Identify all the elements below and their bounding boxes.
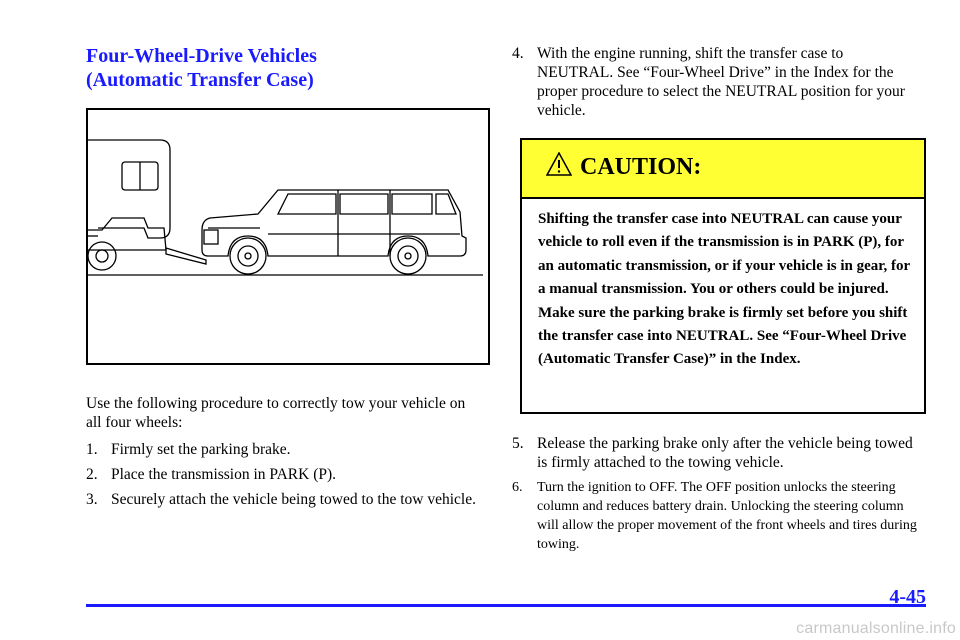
section-heading-line-2: (Automatic Transfer Case) <box>86 69 314 91</box>
intro-paragraph: Use the following procedure to correctly tow your vehicle on all four wheels: <box>86 395 466 431</box>
step-text: Release the parking brake only after the vehicle being towed is firmly attached to the towing vehicle. <box>537 435 913 471</box>
section-heading-line-1: Four-Wheel-Drive Vehicles <box>86 45 317 67</box>
list-item <box>86 490 486 509</box>
page-number: 4-45 <box>889 586 926 608</box>
towing-illustration <box>86 108 490 365</box>
list-item <box>512 44 922 120</box>
list-item <box>86 440 486 459</box>
watermark-text: carmanualsonline.info <box>796 620 956 637</box>
caution-header <box>522 140 924 199</box>
warning-triangle-icon <box>546 152 572 176</box>
step-text: Securely attach the vehicle being towed to the tow vehicle. <box>111 491 476 508</box>
step-number: 1. <box>86 441 98 458</box>
tow-vehicle-drawing <box>88 140 170 270</box>
steps-list-right <box>512 434 926 560</box>
step-text: Firmly set the parking brake. <box>111 441 291 458</box>
footer-rule <box>86 604 926 607</box>
caution-title: CAUTION: <box>580 154 702 180</box>
steps-list-right-top <box>512 44 922 120</box>
list-item <box>512 434 926 472</box>
suv-drawing <box>202 190 466 274</box>
section-heading <box>86 44 317 92</box>
step-number: 6. <box>512 480 523 495</box>
caution-box <box>520 138 926 414</box>
step-text: Turn the ignition to OFF. The OFF position unlocks the steering column and reduces battery drain. Unlocking the steering column will allow the proper movement of the front wheels and tires during towing. <box>537 480 917 552</box>
step-text: With the engine running, shift the transfer case to NEUTRAL. See “Four-Wheel Drive” in the Index for the proper procedure to select the NEUTRAL position for your vehicle. <box>537 45 905 119</box>
step-number: 4. <box>512 45 524 62</box>
list-item <box>86 465 486 484</box>
steps-list-left <box>86 440 486 515</box>
step-text: Place the transmission in PARK (P). <box>111 466 337 483</box>
step-number: 3. <box>86 491 98 508</box>
caution-text: Shifting the transfer case into NEUTRAL can cause your vehicle to roll even if the transmission is in PARK (P), for an automatic transmission, or if your vehicle is in gear, for a manual transmission. You or others could be injured. Make sure the parking brake is firmly set before you shift the transfer case into NEUTRAL. See “Four-Wheel Drive (Automatic Transfer Case)” in the Index. <box>538 211 910 368</box>
list-item <box>512 478 926 554</box>
step-number: 2. <box>86 466 98 483</box>
step-number: 5. <box>512 435 524 452</box>
